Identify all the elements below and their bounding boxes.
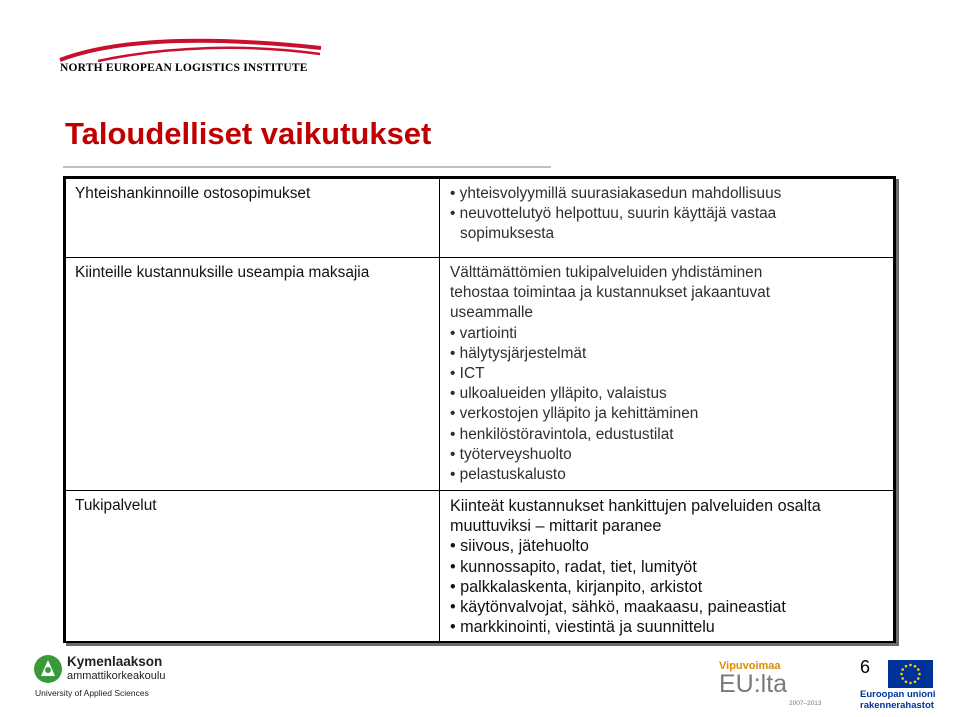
page-number: 6 xyxy=(860,657,871,677)
row-heading: Tukipalvelut xyxy=(66,491,440,642)
content-table xyxy=(63,176,896,643)
vip-title: Vipuvoimaa xyxy=(719,660,781,672)
list-item: useammalle xyxy=(450,304,533,322)
kyamk-name: Kymenlaakson xyxy=(67,654,163,669)
list-item: • hälytysjärjestelmät xyxy=(450,344,885,364)
list-item: • ICT xyxy=(450,364,885,384)
eu-flag xyxy=(888,660,933,688)
list-item: • markkinointi, viestintä ja suunnittelu xyxy=(450,617,885,637)
table-row xyxy=(66,491,894,642)
eu-flag-icon xyxy=(888,660,933,688)
list-item: Kiinteät kustannukset hankittujen palveluiden osalta xyxy=(450,497,821,515)
kyamk-subtitle: ammattikorkeakoulu xyxy=(67,670,166,682)
row-content xyxy=(440,258,894,491)
table-row xyxy=(66,179,894,258)
list-item: • ulkoalueiden ylläpito, valaistus xyxy=(450,384,885,404)
list-item: Välttämättömien tukipalveluiden yhdistäminen xyxy=(450,264,763,281)
list-item: • henkilöstöravintola, edustustilat xyxy=(450,425,885,445)
list-item: • siivous, jätehuolto xyxy=(450,536,885,556)
list-item: sopimuksesta xyxy=(460,225,555,243)
row-heading: Kiinteille kustannuksille useampia maksajia xyxy=(66,258,440,491)
table-row xyxy=(66,258,894,491)
eu-line2: rakennerahastot xyxy=(860,700,934,711)
list-item: tehostaa toimintaa ja kustannukset jakaantuvat xyxy=(450,284,770,302)
list-item: • käytönvalvojat, sähkö, maakaasu, paineastiat xyxy=(450,597,885,617)
list-item: • yhteisvolyymillä suurasiakasedun mahdollisuus xyxy=(450,184,885,204)
list-item: • kunnossapito, radat, tiet, lumityöt xyxy=(450,557,885,577)
vipuvoimaa-logo xyxy=(713,660,829,708)
vip-years: 2007–2013 xyxy=(789,700,822,707)
list-item: • työterveyshuolto xyxy=(450,445,885,465)
kyamk-english: University of Applied Sciences xyxy=(35,688,149,698)
list-item: • pelastuskalusto xyxy=(450,465,885,485)
neli-swoosh-logo xyxy=(58,34,323,64)
list-item: • verkostojen ylläpito ja kehittäminen xyxy=(450,404,885,424)
vip-eu: EU:lta xyxy=(719,670,788,698)
eu-caption xyxy=(860,689,935,711)
logo-name: NORTH EUROPEAN LOGISTICS INSTITUTE xyxy=(60,62,308,74)
eu-line1: Euroopan unioni xyxy=(860,689,936,700)
row-content xyxy=(440,491,894,642)
row-content xyxy=(440,179,894,258)
list-item: • vartiointi xyxy=(450,324,885,344)
list-item: • neuvottelutyö helpottuu, suurin käyttäjä vastaa xyxy=(450,204,885,224)
page-title: Taloudelliset vaikutukset xyxy=(65,116,432,151)
kyamk-logo-icon xyxy=(33,654,63,684)
neli-logo xyxy=(58,34,323,76)
list-item: muuttuviksi – mittarit paranee xyxy=(450,517,662,536)
title-underline xyxy=(63,166,551,168)
list-item: • palkkalaskenta, kirjanpito, arkistot xyxy=(450,577,885,597)
kyamk-logo xyxy=(33,652,166,704)
row-heading: Yhteishankinnoille ostosopimukset xyxy=(66,179,440,258)
